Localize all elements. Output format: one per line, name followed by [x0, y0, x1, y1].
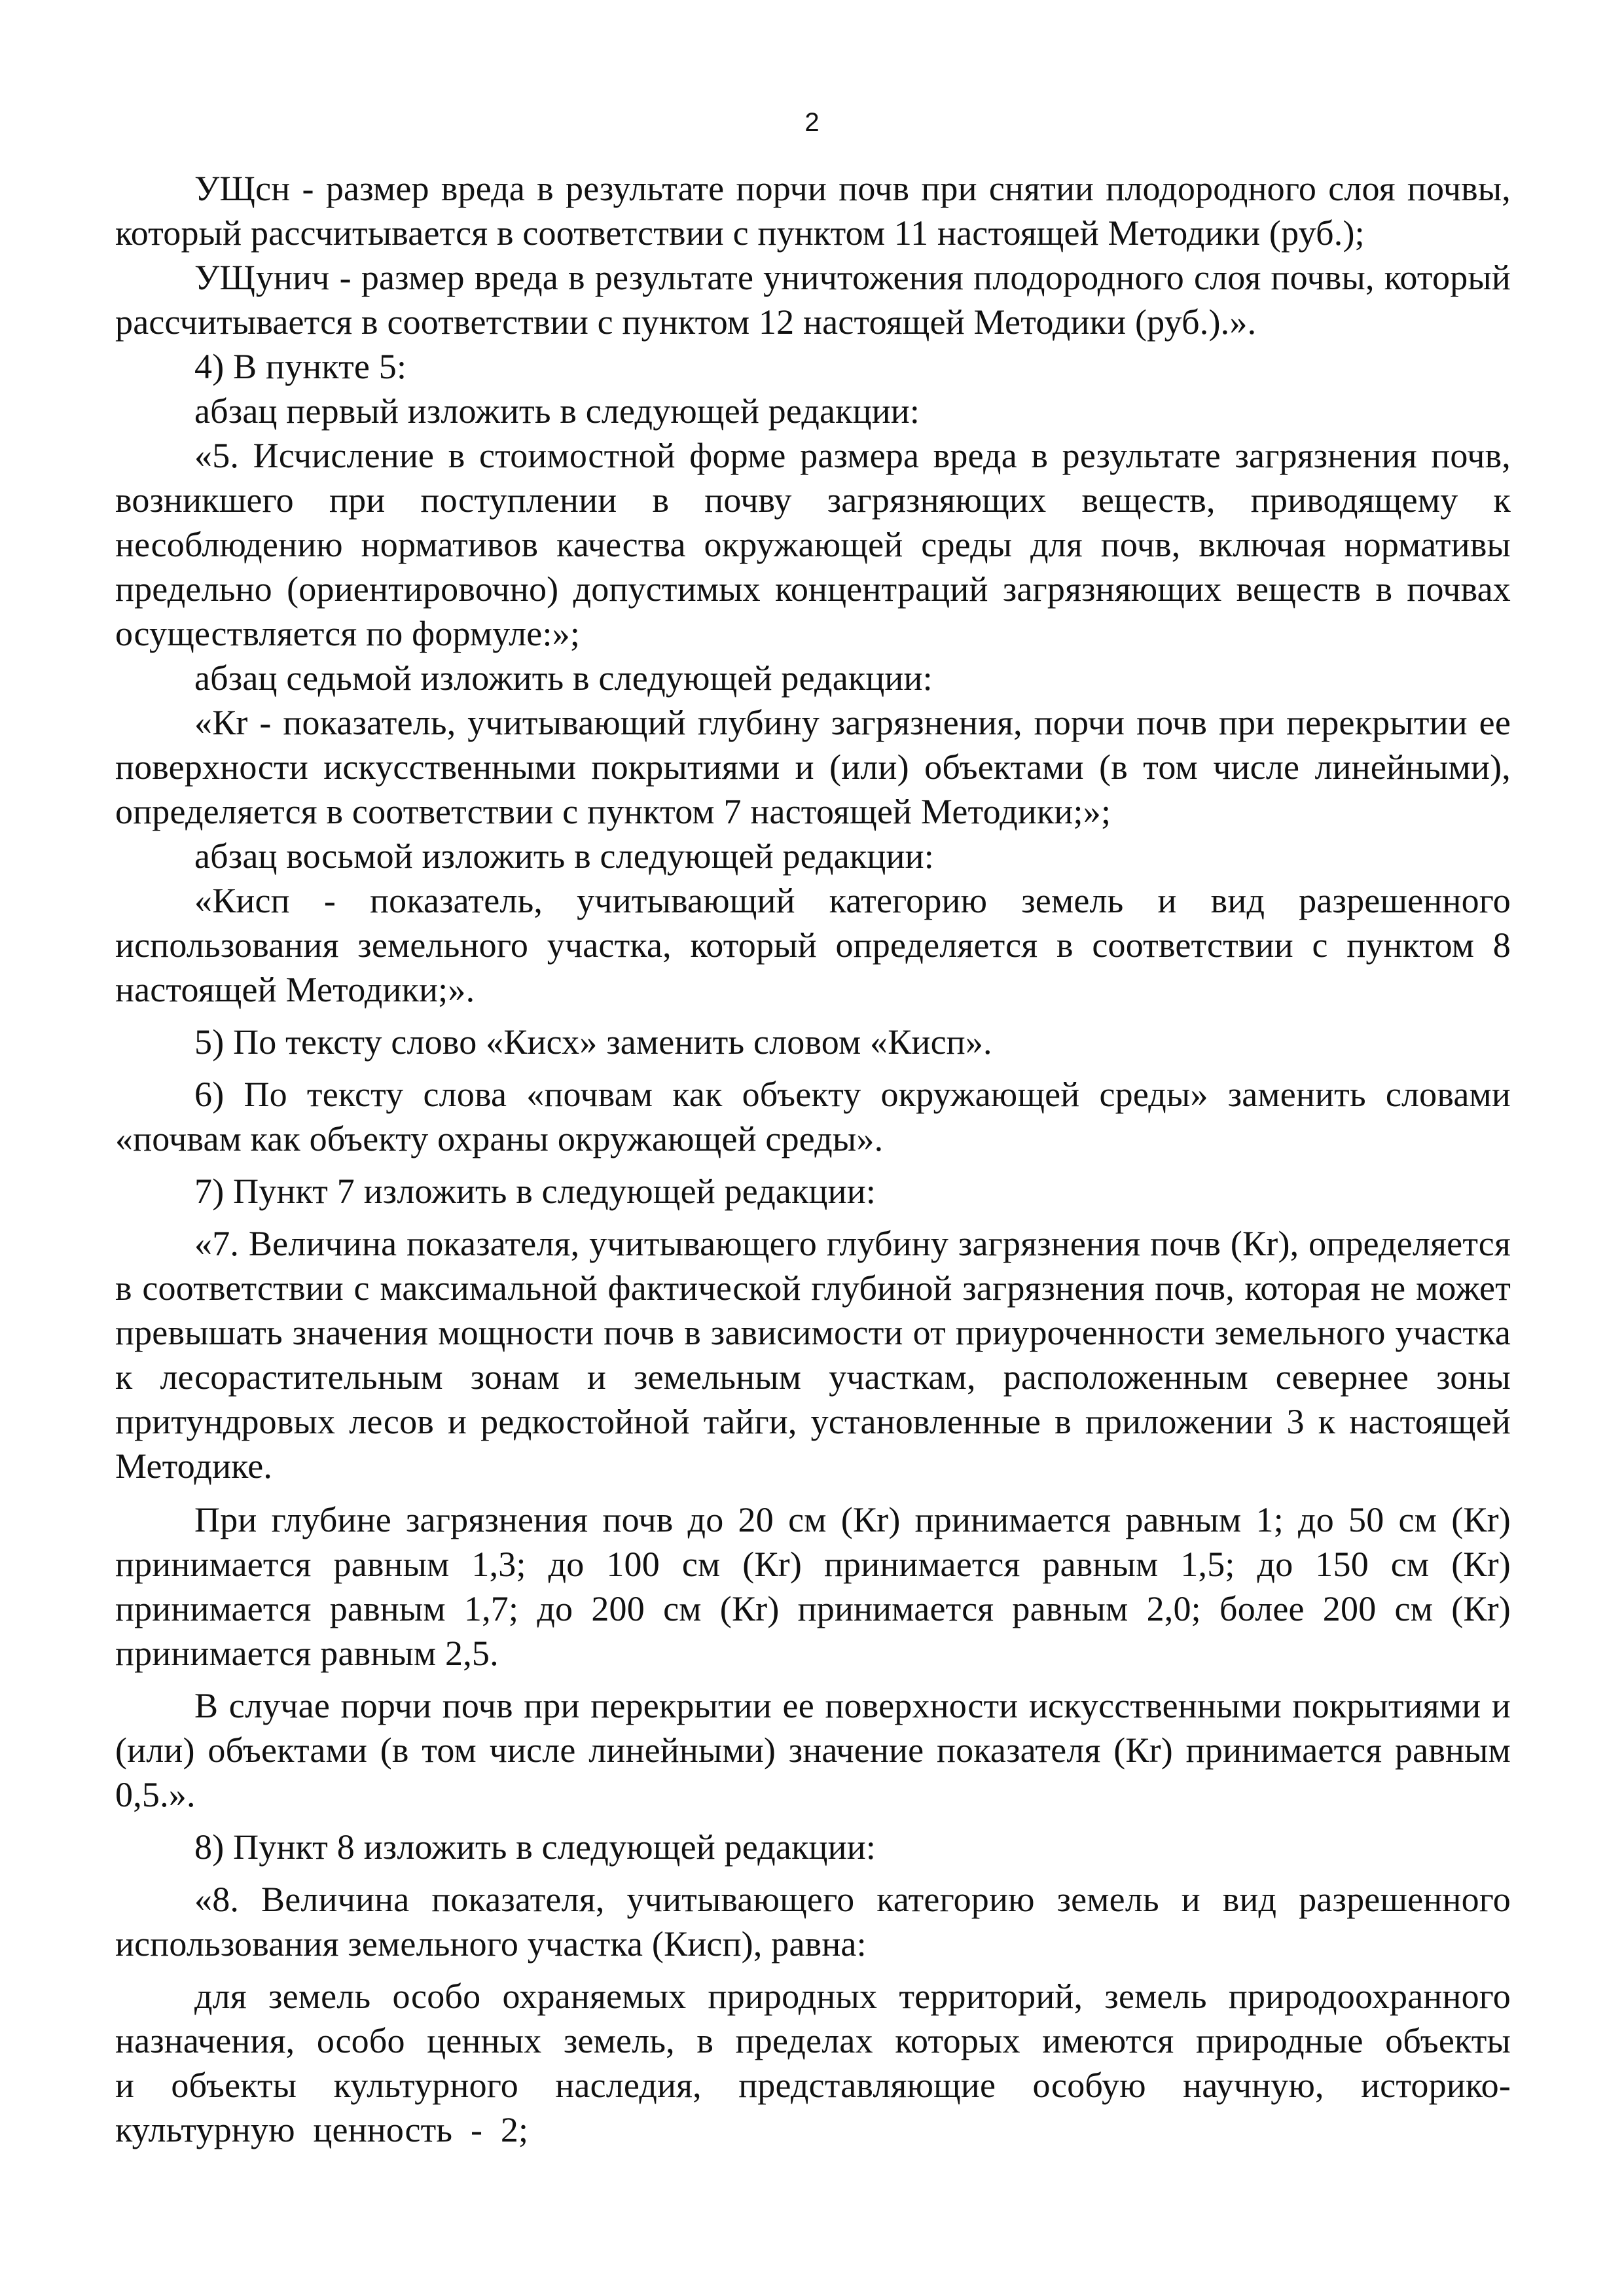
paragraph-kr-definition: «Кr - показатель, учитывающий глубину загрязнения, порчи почв при перекрытии ее поверхности искусственными покрытиями и (или) объектами (в том числе линейными), определяется в соответствии с пунктом 7 настоящей Методики;»; — [115, 703, 1511, 831]
page-number: 2 — [804, 108, 820, 137]
paragraph-damage-destruction: УЩунич - размер вреда в результате уничтожения плодородного слоя почвы, который рассчитывается в соответствии с пунктом 12 настоящей Методики (руб.).». — [115, 258, 1511, 342]
paragraph-first-abzats: абзац первый изложить в следующей редакции: — [194, 391, 920, 431]
paragraph-damage-removal: УЩсн - размер вреда в результате порчи почв при снятии плодородного слоя почвы, который рассчитывается в соответствии с пунктом 11 настоящей Методики (руб.); — [115, 169, 1511, 253]
paragraph-surface-covering: В случае порчи почв при перекрытии ее поверхности искусственными покрытиями и (или) объектами (в том числе линейными) значение показателя (Кr) принимается равным 0,5.». — [115, 1686, 1511, 1814]
document-body — [115, 166, 1511, 2152]
paragraph-item-6: 6) По тексту слова «почвам как объекту окружающей среды» заменить словами «почвам как объекту охраны окружающей среды». — [115, 1075, 1511, 1158]
paragraph-point-8-text: «8. Величина показателя, учитывающего категорию земель и вид разрешенного использования земельного участка (Кисп), равна: — [115, 1880, 1511, 1964]
paragraph-calculation-formula: «5. Исчисление в стоимостной форме размера вреда в результате загрязнения почв, возникшего при поступлении в почву загрязняющих веществ, приводящему к несоблюдению нормативов качества окружающей среды для почв, включая нормативы предельно (ориентировочно) допустимых концентраций загрязняющих веществ в почвах осуществляется по формуле:»; — [115, 436, 1511, 653]
paragraph-item-7: 7) Пункт 7 изложить в следующей редакции: — [194, 1172, 876, 1211]
paragraph-point-7-text: «7. Величина показателя, учитывающего глубину загрязнения почв (Кr), определяется в соответствии с максимальной фактической глубиной загрязнения почв, которая не может превышать значения мощности почв в зависимости от приуроченности земельного участка к лесорастительным зонам и земельным участкам, расположенным севернее зоны притундровых лесов и редкостойной тайги, установленные в приложении 3 к настоящей Методике. — [115, 1224, 1511, 1486]
paragraph-depth-coefficients: При глубине загрязнения почв до 20 см (Кr) принимается равным 1; до 50 см (Кr) принимается равным 1,3; до 100 см (Кr) принимается равным 1,5; до 150 см (Кr) принимается равным 1,7; до 200 см (Кr) принимается равным 2,0; более 200 см (Кr) принимается равным 2,5. — [115, 1500, 1511, 1673]
paragraph-seventh-abzats: абзац седьмой изложить в следующей редакции: — [194, 658, 933, 698]
paragraph-item-8: 8) Пункт 8 изложить в следующей редакции: — [194, 1827, 876, 1867]
paragraph-eighth-abzats: абзац восьмой изложить в следующей редакции: — [194, 836, 934, 876]
paragraph-item-5: 5) По тексту слово «Кисх» заменить словом «Кисп». — [194, 1022, 992, 1062]
paragraph-item-4: 4) В пункте 5: — [194, 347, 407, 386]
paragraph-kisp-definition: «Кисп - показатель, учитывающий категорию земель и вид разрешенного использования земельного участка, который определяется в соответствии с пунктом 8 настоящей Методики;». — [115, 881, 1511, 1009]
paragraph-protected-lands: для земель особо охраняемых природных территорий, земель природоохранного назначения, особо ценных земель, в пределах которых имеются природные объекты и объекты культурного наследия, представляющие особую научную, историко-культурную ценность - 2; — [115, 1977, 1511, 2149]
